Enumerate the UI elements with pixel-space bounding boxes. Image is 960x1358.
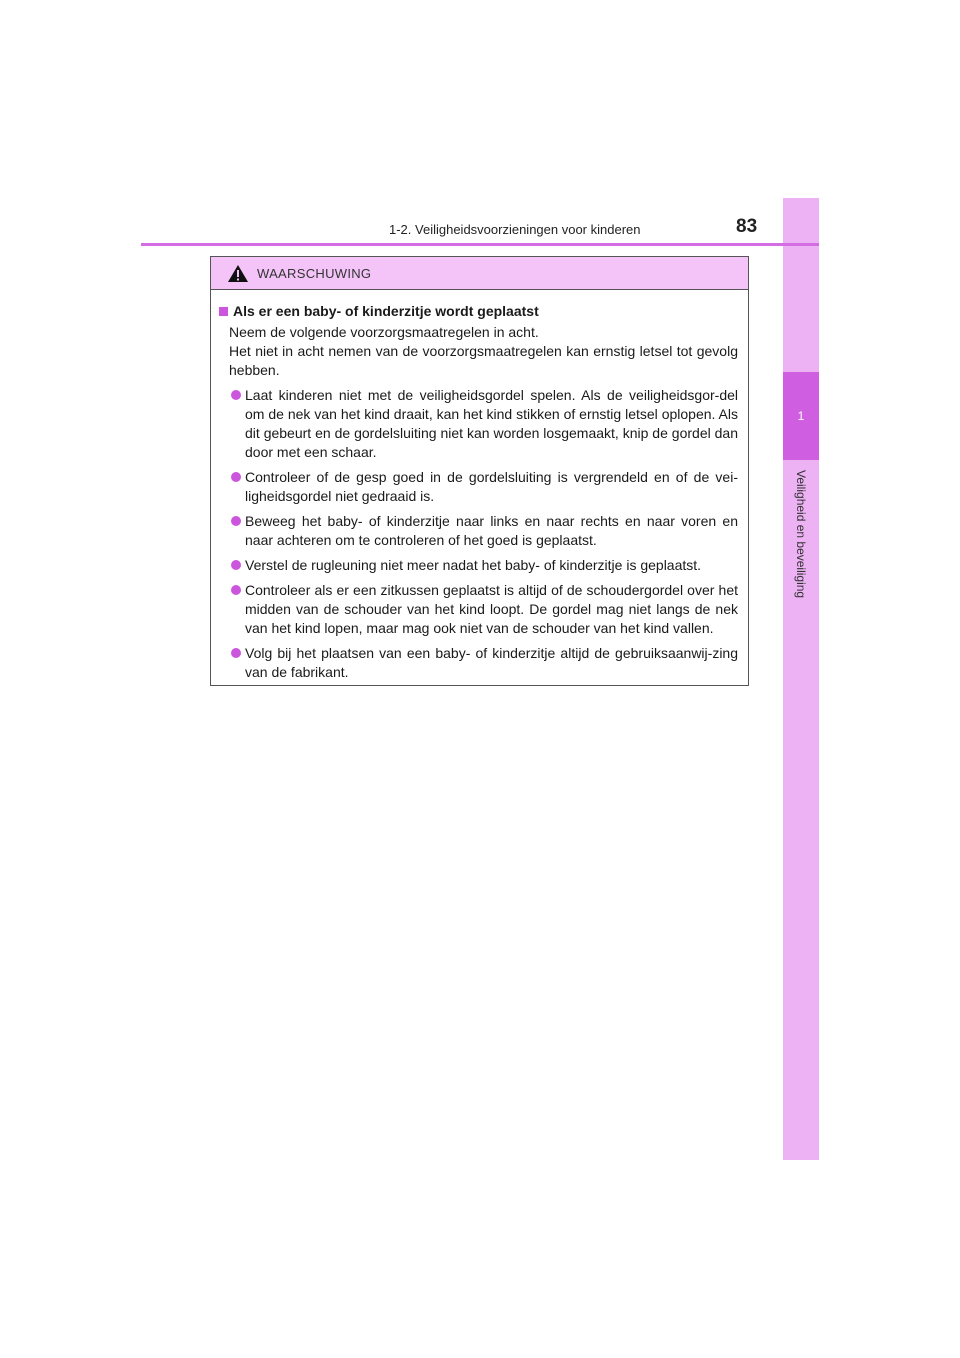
list-item — [231, 581, 738, 638]
list-item-text: Volg bij het plaatsen van een baby- of kinderzitje altijd de gebruiksaanwij-zing van de fabrikant. — [245, 645, 738, 680]
warning-title: WAARSCHUWING — [257, 265, 372, 281]
warning-header — [211, 257, 748, 290]
list-item — [231, 386, 738, 462]
list-item — [231, 644, 738, 682]
list-item-text: Laat kinderen niet met de veiligheidsgordel spelen. Als de veiligheidsgor-del om de nek van het kind draait, kan het kind stikken of ernstig letsel oplopen. Als dit gebeurt en de gordelsluiting niet kan worden losgemaakt, knip de gordel dan door met een schaar. — [245, 387, 738, 460]
chapter-side-tab — [783, 198, 819, 1160]
warning-triangle-icon — [227, 264, 249, 283]
warning-heading — [219, 302, 738, 321]
list-item — [231, 556, 738, 575]
page-number: 83 — [736, 216, 758, 237]
chapter-label: Veiligheid en beveiliging — [794, 470, 808, 599]
list-item-text: Controleer of de gesp goed in de gordelsluiting is vergrendeld en of de vei-ligheidsgordel niet gedraaid is. — [245, 469, 738, 504]
chapter-number: 1 — [783, 372, 819, 460]
header-divider — [141, 243, 819, 246]
square-bullet-icon — [219, 307, 228, 316]
warning-intro-1: Neem de volgende voorzorgsmaatregelen in acht. — [229, 324, 539, 340]
list-item — [231, 468, 738, 506]
round-bullet-icon — [231, 390, 241, 400]
round-bullet-icon — [231, 560, 241, 570]
round-bullet-icon — [231, 472, 241, 482]
warning-bullet-list — [219, 386, 738, 682]
warning-box — [210, 256, 749, 686]
round-bullet-icon — [231, 648, 241, 658]
warning-heading-text: Als er een baby- of kinderzitje wordt geplaatst — [233, 303, 539, 319]
round-bullet-icon — [231, 516, 241, 526]
section-title: 1-2. Veiligheidsvoorzieningen voor kinderen — [389, 222, 641, 237]
warning-body — [211, 290, 748, 682]
list-item-text: Verstel de rugleuning niet meer nadat het baby- of kinderzitje is geplaatst. — [245, 557, 702, 573]
list-item-text: Controleer als er een zitkussen geplaatst is altijd of de schoudergordel over het midden van de schouder van het kind loopt. De gordel mag niet langs de nek van het kind lopen, maar mag ook niet van de schouder van het kind vallen. — [245, 582, 738, 636]
round-bullet-icon — [231, 585, 241, 595]
list-item — [231, 512, 738, 550]
chapter-label-container — [783, 470, 819, 640]
list-item-text: Beweeg het baby- of kinderzitje naar links en naar rechts en naar voren en naar achteren om te controleren of het goed is geplaatst. — [245, 513, 738, 548]
warning-intro-2: Het niet in acht nemen van de voorzorgsmaatregelen kan ernstig letsel tot gevolg hebben. — [229, 343, 738, 378]
